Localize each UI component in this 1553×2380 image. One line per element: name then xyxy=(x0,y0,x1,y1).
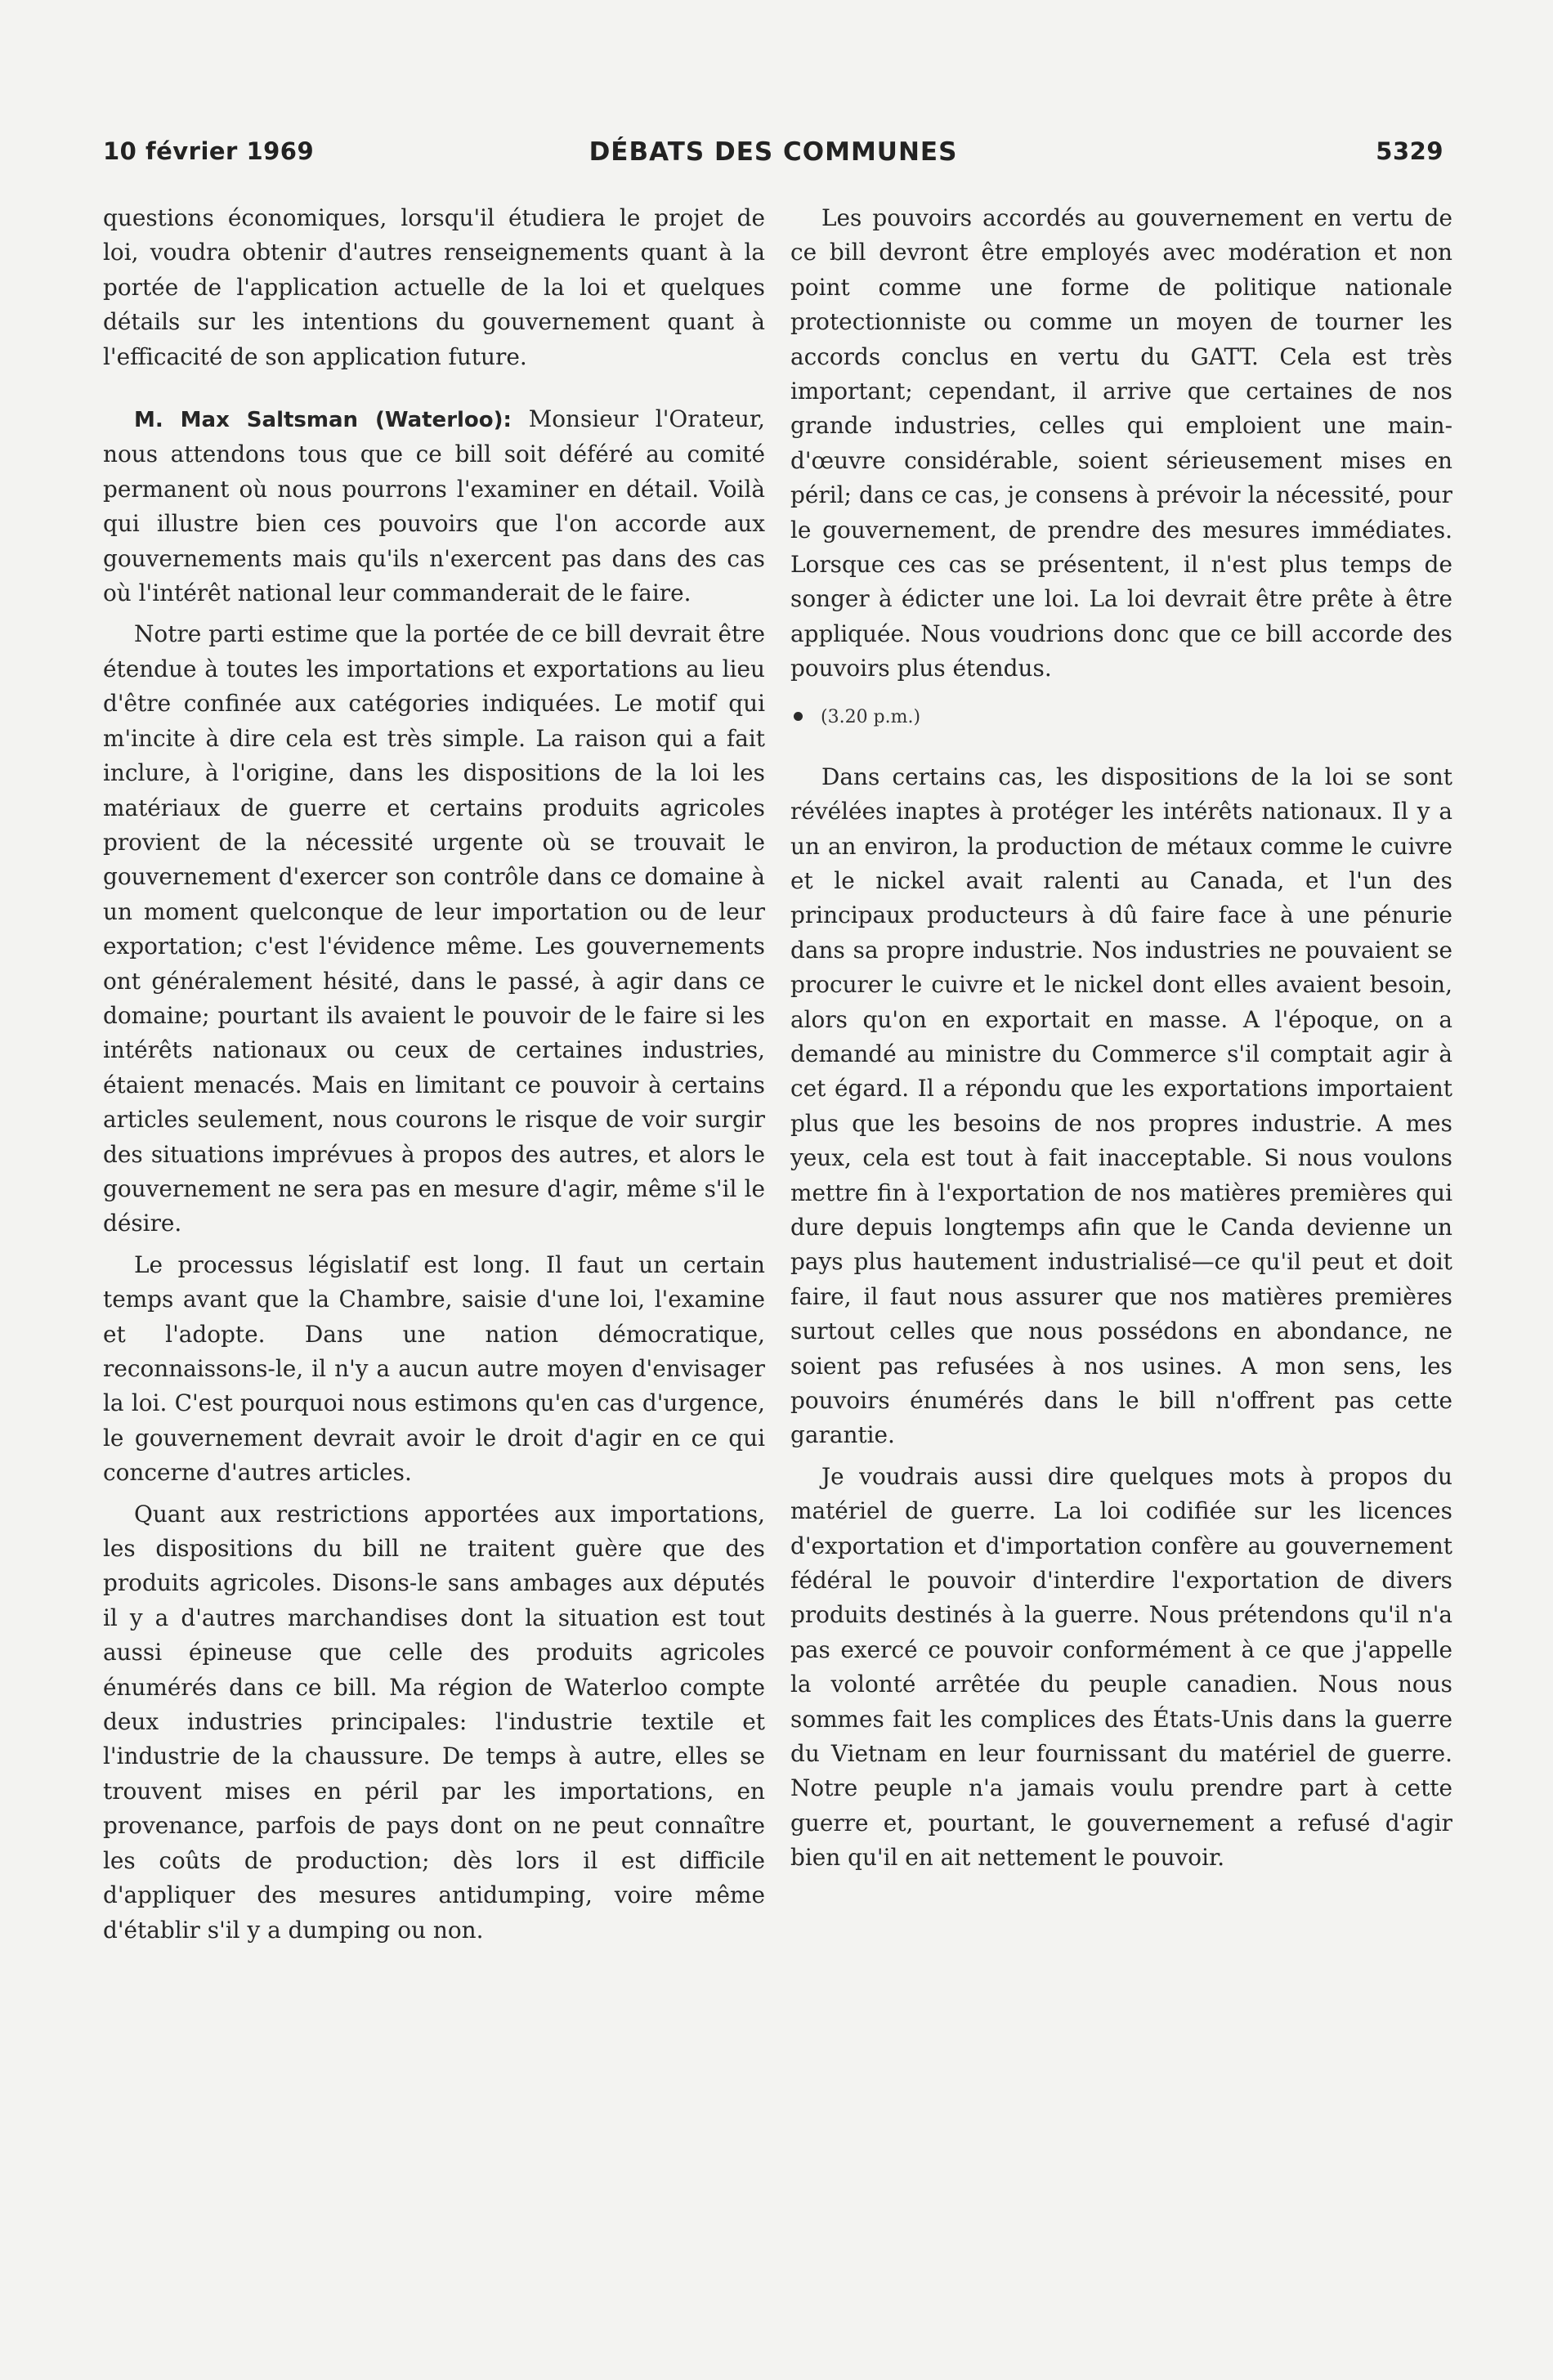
speech-text: Monsieur l'Orateur, nous attendons tous que ce bill soit déféré au comité permanent où nous pourrons l'examiner en détail. Voilà qui illustre bien ces pouvoirs que l'on accorde aux gouvernements mais qu'ils n'exercent pas dans des cas où l'intérêt national leur commanderait de le faire. xyxy=(103,405,765,607)
paragraph: Dans certains cas, les dispositions de la loi se sont révélées inaptes à protéger les intérêts nationaux. Il y a un an environ, la production de métaux comme le cuivre et le nickel avait ralenti au Canada, et l'un des principaux producteurs à dû faire face à une pénurie dans sa propre industrie. Nos industries ne pouvaient se procurer le cuivre et le nickel dont elles avaient besoin, alors qu'on en exportait en masse. A l'époque, on a demandé au ministre du Commerce s'il comptait agir à cet égard. Il a répondu que les exportations importaient plus que les besoins de nos propres industrie. A mes yeux, cela est tout à fait inacceptable. Si nous voulons mettre fin à l'exportation de nos matières premières qui dure depuis longtemps afin que le Canda devienne un pays plus hautement industrialisé—ce qu'il peut et doit faire, il faut nous assurer que nos matières premières surtout celles que nous possédons en abondance, ne soient pas refusées à nos usines. A mon sens, les pouvoirs énumérés dans le bill n'offrent pas cette garantie. xyxy=(790,763,1452,1449)
time-marker xyxy=(790,701,1452,734)
paragraph: Les pouvoirs accordés au gouvernement en vertu de ce bill devront être employés avec modération et non point comme une forme de politique nationale protectionniste ou comme un moyen de tourner les accords conclus en vertu du GATT. Cela est très important; cependant, il arrive que certaines de nos grande industries, celles qui emploient une main-d'œuvre considérable, soient sérieusement mises en péril; dans ce cas, je consens à prévoir la nécessité, pour le gouvernement, de prendre des mesures immédiates. Lorsque ces cas se présentent, il n'est plus temps de songer à édicter une loi. La loi devrait être prête à être appliquée. Nous voudrions donc que ce bill accorde des pouvoirs plus étendus. xyxy=(790,204,1452,682)
paragraph-continued: questions économiques, lorsqu'il étudiera le projet de loi, voudra obtenir d'autres renseignements quant à la portée de l'application actuelle de la loi et quelques détails sur les intentions du gouvernement quant à l'efficacité de son application future. xyxy=(103,204,765,370)
header-date: 10 février 1969 xyxy=(103,137,315,165)
paragraph: Je voudrais aussi dire quelques mots à propos du matériel de guerre. La loi codifiée sur les licences d'exportation et d'importation confère au gouvernement fédéral le pouvoir d'interdire l'exportation de divers produits destinés à la guerre. Nous prétendons qu'il n'a pas exercé ce pouvoir conformément à ce que j'appelle la volonté arrêtée du peuple canadien. Nous nous sommes fait les complices des États-Unis dans la guerre du Vietnam en leur fournissant du matériel de guerre. Notre peuple n'a jamais voulu prendre part à cette guerre et, pourtant, le gouvernement a refusé d'agir bien qu'il en ait nettement le pouvoir. xyxy=(790,1462,1452,1872)
timestamp-text: (3.20 p.m.) xyxy=(821,706,921,727)
header-page-number: 5329 xyxy=(1376,137,1443,165)
speech-paragraph xyxy=(103,402,765,611)
left-column xyxy=(103,201,765,1948)
paragraph: Le processus législatif est long. Il faut un certain temps avant que la Chambre, saisie d'une loi, l'examine et l'adopte. Dans une nation démocratique, reconnaissons-le, il n'y a aucun autre moyen d'envisager la loi. C'est pourquoi nous estimons qu'en cas d'urgence, le gouvernement devrait avoir le droit d'agir en ce qui concerne d'autres articles. xyxy=(103,1250,765,1487)
header-title: DÉBATS DES COMMUNES xyxy=(589,137,958,167)
paragraph: Quant aux restrictions apportées aux importations, les dispositions du bill ne traitent guère que des produits agricoles. Disons-le sans ambages aux députés il y a d'autres marchandises dont la situation est tout aussi épineuse que celle des produits agricoles énumérés dans ce bill. Ma région de Waterloo compte deux industries principales: l'industrie textile et l'industrie de la chaussure. De temps à autre, elles se trouvent mises en péril par les importations, en provenance, parfois de pays dont on ne peut connaître les coûts de production; dès lors il est difficile d'appliquer des mesures antidumping, voire même d'établir s'il y a dumping ou non. xyxy=(103,1500,765,1944)
speaker-name: M. Max Saltsman (Waterloo): xyxy=(134,408,512,433)
page-header xyxy=(103,137,1443,170)
right-column xyxy=(790,201,1452,1876)
bullet-icon xyxy=(794,712,803,721)
paragraph: Notre parti estime que la portée de ce bill devrait être étendue à toutes les importations et exportations au lieu d'être confinée aux catégories indiquées. Le motif qui m'incite à dire cela est très simple. La raison qui a fait inclure, à l'origine, dans les dispositions de la loi les matériaux de guerre et certains produits agricoles provient de la nécessité urgente où se trouvait le gouvernement d'exercer son contrôle dans ce domaine à un moment quelconque de leur importation ou de leur exportation; c'est l'évidence même. Les gouvernements ont généralement hésité, dans le passé, à agir dans ce domaine; pourtant ils avaient le pouvoir de le faire si les intérêts nationaux ou ceux de certaines industries, étaient menacés. Mais en limitant ce pouvoir à certains articles seulement, nous courons le risque de voir surgir des situations imprévues à propos des autres, et alors le gouvernement ne sera pas en mesure d'agir, même s'il le désire. xyxy=(103,620,765,1237)
